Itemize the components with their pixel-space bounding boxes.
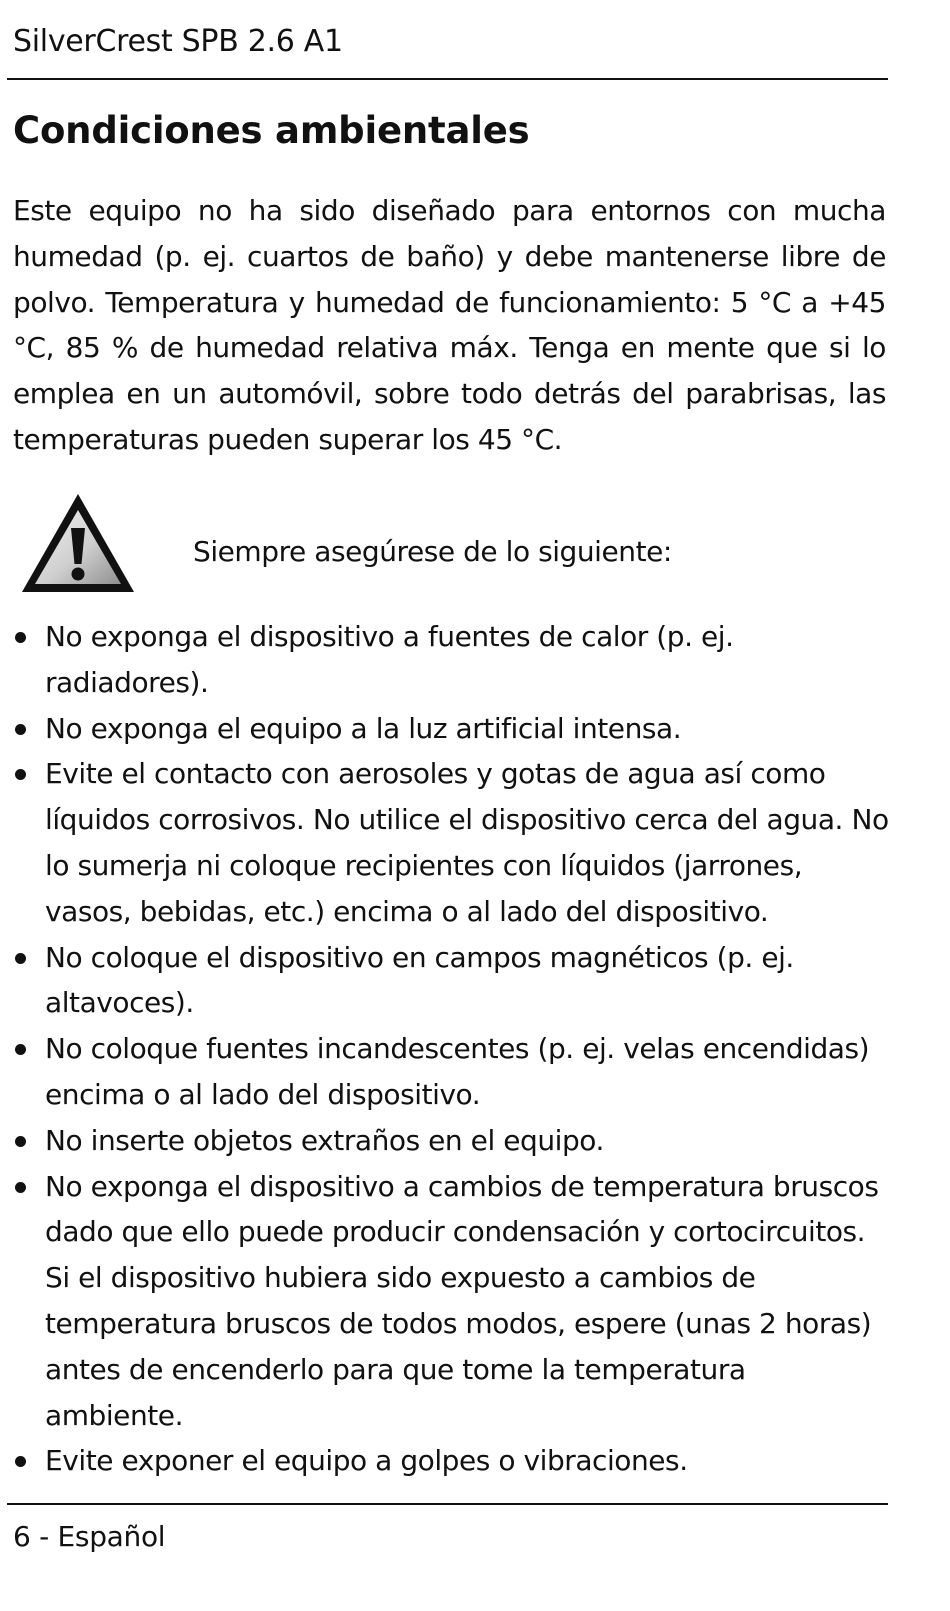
warning-triangle-icon <box>18 490 138 596</box>
warning-text: Siempre asegúrese de lo siguiente: <box>193 535 672 568</box>
section-title: Condiciones ambientales <box>13 109 530 152</box>
running-header: SilverCrest SPB 2.6 A1 <box>13 24 343 59</box>
precautions-list <box>0 614 890 1484</box>
list-item: No exponga el equipo a la luz artificial intensa. <box>0 706 890 752</box>
list-item: No inserte objetos extraños en el equipo. <box>0 1118 890 1164</box>
header-rule <box>7 78 888 80</box>
list-item: No coloque fuentes incandescentes (p. ej. velas encendidas) encima o al lado del dispositivo. <box>0 1026 890 1118</box>
list-item: No exponga el dispositivo a cambios de temperatura bruscos dado que ello puede producir condensación y cortocircuitos. Si el dispositivo hubiera sido expuesto a cambios de temperatura bruscos de todos modos, espere (unas 2 horas) antes de encenderlo para que tome la temperatura ambiente. <box>0 1164 890 1439</box>
footer-rule <box>7 1503 888 1505</box>
list-item: Evite exponer el equipo a golpes o vibraciones. <box>0 1438 890 1484</box>
intro-paragraph: Este equipo no ha sido diseñado para entornos con mucha humedad (p. ej. cuartos de baño) y debe mantenerse libre de polvo. Temperatura y humedad de funcionamiento: 5 °C a +45 °C, 85 % de humedad relativa máx. Tenga en mente que si lo emplea en un automóvil, sobre todo detrás del parabrisas, las temperaturas pueden superar los 45 °C. <box>13 194 886 456</box>
list-item: No coloque el dispositivo en campos magnéticos (p. ej. altavoces). <box>0 935 890 1027</box>
list-item: Evite el contacto con aerosoles y gotas de agua así como líquidos corrosivos. No utilice el dispositivo cerca del agua. No lo sumerja ni coloque recipientes con líquidos (jarrones, vasos, bebidas, etc.) encima o al lado del dispositivo. <box>0 751 890 934</box>
page-footer: 6 - Español <box>13 1520 166 1553</box>
list-item: No exponga el dispositivo a fuentes de calor (p. ej. radiadores). <box>0 614 890 706</box>
